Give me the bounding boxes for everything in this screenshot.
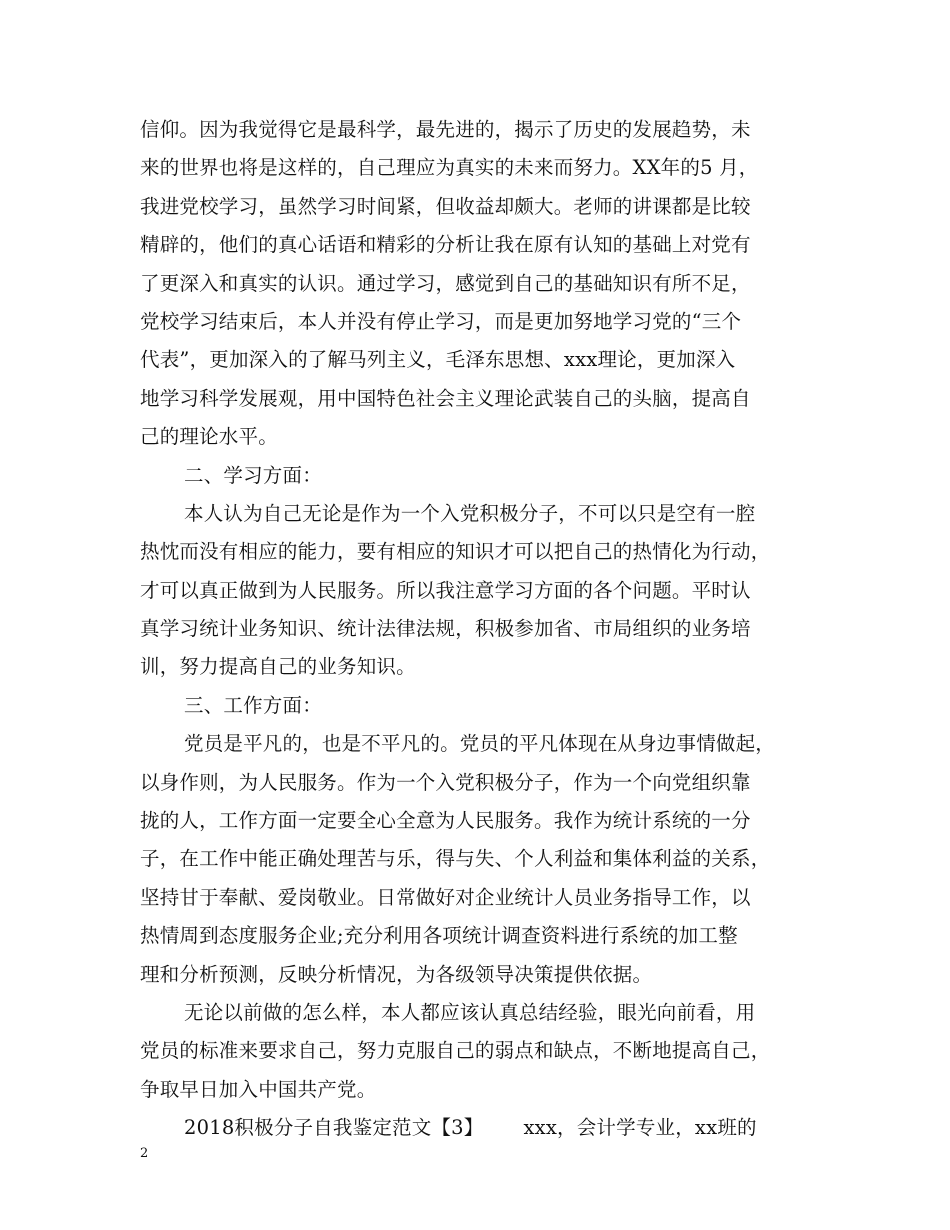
paragraph-line: 理和分析预测，反映分析情况，为各级领导决策提供依据。 — [140, 962, 653, 986]
next-article-line — [140, 1109, 830, 1147]
paragraph-line: 了更深入和真实的认识。通过学习，感觉到自己的基础知识有所不足， — [140, 271, 751, 295]
paragraph-line: 子，在工作中能正确处理苦与乐，得与失、个人利益和集体利益的关系， — [140, 847, 771, 871]
paragraph-line: 热情周到态度服务企业;充分利用各项统计调查资料进行系统的加工整 — [140, 924, 738, 948]
section-heading-work: 三、工作方面： — [184, 693, 322, 717]
section-heading-study: 二、学习方面： — [184, 463, 322, 487]
paragraph-line: 才可以真正做到为人民服务。所以我注意学习方面的各个问题。平时认 — [140, 578, 751, 602]
paragraph-line: 本人认为自己无论是作为一个入党积极分子，不可以只是空有一腔 — [184, 501, 756, 525]
paragraph-line: 信仰。因为我觉得它是最科学，最先进的，揭示了历史的发展趋势，未 — [140, 118, 751, 141]
paragraph-line: 拢的人，工作方面一定要全心全意为人民服务。我作为统计系统的一分 — [140, 809, 751, 833]
paragraph-line: 地学习科学发展观，用中国特色社会主义理论武装自己的头脑，提高自 — [140, 386, 751, 410]
paragraph-line: 党员是平凡的，也是不平凡的。党员的平凡体现在从身边事情做起， — [184, 732, 776, 756]
paragraph-line: 己的理论水平。 — [140, 425, 278, 449]
paragraph-line: 坚持甘于奉献、爱岗敬业。日常做好对企业统计人员业务指导工作，以 — [140, 885, 751, 909]
paragraph-line: 精辟的，他们的真心话语和精彩的分析让我在原有认知的基础上对党有 — [140, 233, 751, 257]
paragraph-line: 代表”，更加深入的了解马列主义，毛泽东思想、xxx理论，更加深入 — [140, 348, 736, 372]
paragraph-line: 以身作则，为人民服务。作为一个入党积极分子，作为一个向党组织靠 — [140, 770, 751, 794]
paragraph-line: 来的世界也将是这样的，自己理应为真实的未来而努力。XX年的5 月， — [140, 156, 759, 180]
paragraph-line: 训，努力提高自己的业务知识。 — [140, 655, 416, 679]
document-body — [140, 111, 830, 1148]
paragraph-line: 我进党校学习，虽然学习时间紧，但收益却颇大。老师的讲课都是比较 — [140, 194, 751, 218]
page-number: 2 — [140, 1146, 149, 1161]
paragraph-line: 党校学习结束后，本人并没有停止学习，而是更加努地学习党的“三个 — [140, 309, 742, 333]
next-article-intro: xxx，会计学专业，xx班的 — [523, 1116, 757, 1140]
paragraph-line: 党员的标准来要求自己，努力克服自己的弱点和缺点，不断地提高自己， — [140, 1039, 771, 1063]
next-article-title: 2018积极分子自我鉴定范文【3】 — [184, 1116, 484, 1140]
paragraph-line: 争取早日加入中国共产党。 — [140, 1077, 377, 1101]
paragraph-line: 真学习统计业务知识、统计法律法规，积极参加省、市局组织的业务培 — [140, 617, 751, 641]
paragraph-line: 热忱而没有相应的能力，要有相应的知识才可以把自己的热情化为行动， — [140, 540, 771, 564]
paragraph-line: 无论以前做的怎么样，本人都应该认真总结经验，眼光向前看，用 — [184, 1000, 756, 1024]
